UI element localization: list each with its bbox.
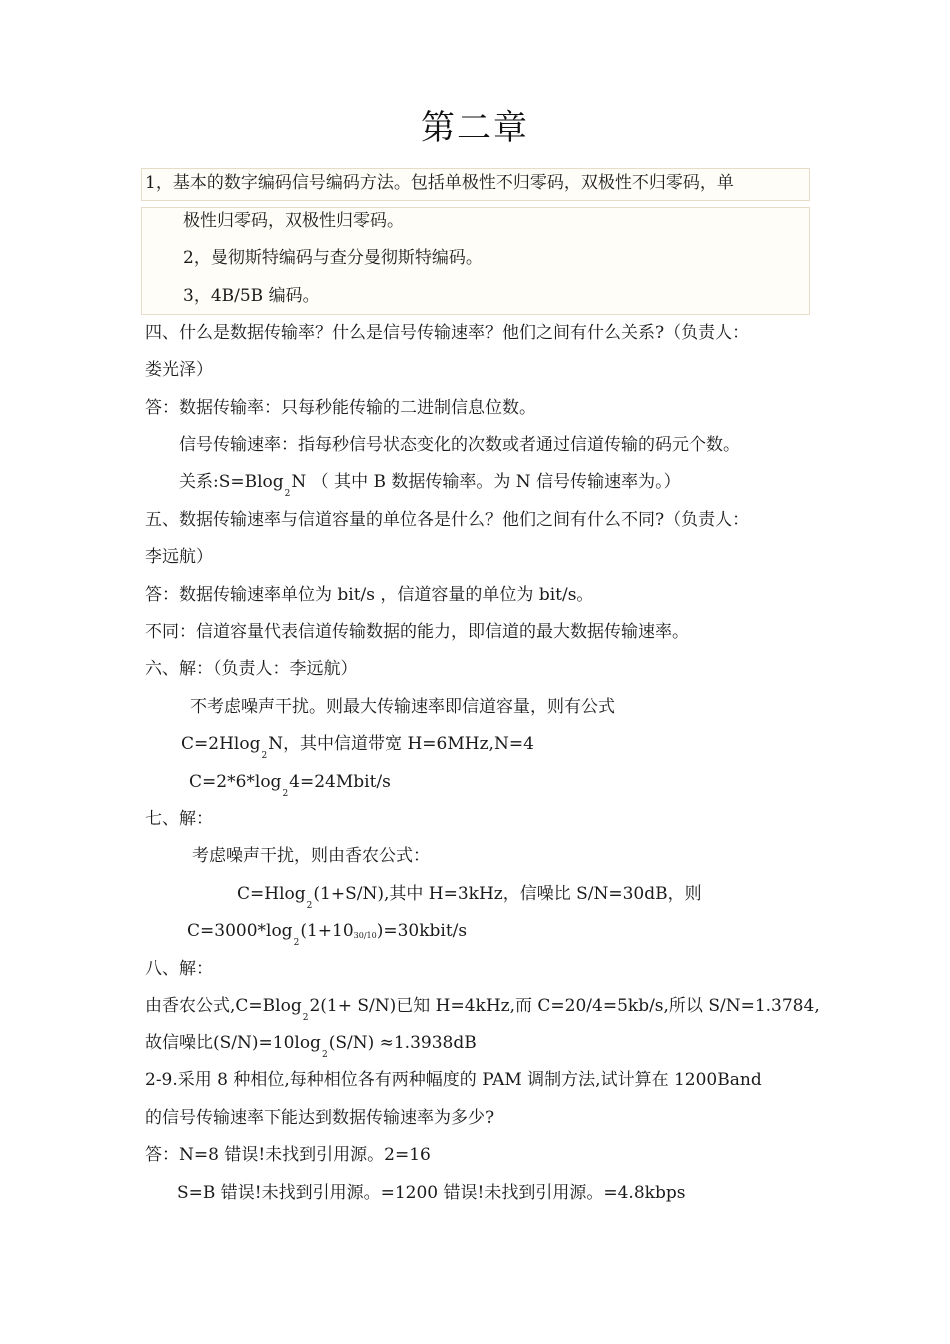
- text-line: 七、解：: [145, 809, 213, 829]
- formula-line: [145, 1031, 477, 1060]
- formula-subscript: 2: [302, 1013, 309, 1023]
- text-line: 不考虑噪声干扰。则最大传输速率即信道容量，则有公式: [190, 697, 615, 717]
- formula-text: C=2*6*log: [189, 772, 282, 792]
- text-line: 的信号传输速率下能达到数据传输速率为多少?: [145, 1108, 495, 1128]
- text-line: 答：数据传输速率单位为 bit/s ，信道容量的单位为 bit/s。: [145, 585, 594, 605]
- formula-text: )=30kbit/s: [376, 921, 468, 941]
- formula-subscript: 2: [306, 901, 313, 911]
- formula-subscript: 2: [261, 751, 268, 761]
- text-line: 四、什么是数据传输率？什么是信号传输速率？他们之间有什么关系?（负责人：: [145, 323, 750, 343]
- text-line: 极性归零码，双极性归零码。: [183, 211, 404, 231]
- chapter-title: 第二章: [421, 108, 529, 148]
- formula-exponent: 30/10: [353, 931, 377, 940]
- formula-line: [187, 919, 468, 948]
- formula-line: [145, 994, 820, 1023]
- formula-text: 关系:S=Blog: [179, 472, 284, 492]
- formula-text: C=Hlog: [237, 884, 306, 904]
- formula-text: 4=24Mbit/s: [289, 772, 391, 792]
- formula-line: [179, 470, 681, 499]
- text-line: 考虑噪声干扰，则由香农公式：: [192, 846, 430, 866]
- text-line: 2，曼彻斯特编码与查分曼彻斯特编码。: [183, 248, 483, 268]
- formula-text: 由香农公式,C=Blog: [145, 996, 302, 1016]
- text-line: S=B 错误!未找到引用源。=1200 错误!未找到引用源。=4.8kbps: [177, 1183, 686, 1203]
- text-line: 1，基本的数字编码信号编码方法。包括单极性不归零码，双极性不归零码，单: [145, 173, 734, 193]
- formula-text: N，其中信道带宽 H=6MHz,N=4: [268, 734, 534, 754]
- formula-text: C=2Hlog: [181, 734, 261, 754]
- formula-subscript: 2: [284, 489, 291, 499]
- text-line: 答：数据传输率：只每秒能传输的二进制信息位数。: [145, 398, 536, 418]
- formula-text: N （ 其中 B 数据传输率。为 N 信号传输速率为。）: [291, 472, 681, 492]
- text-line: 八、解：: [145, 959, 213, 979]
- text-line: 3，4B/5B 编码。: [183, 286, 320, 306]
- formula-subscript: 2: [321, 1050, 328, 1060]
- text-line: 六、解：（负责人：李远航）: [145, 659, 358, 679]
- formula-line: [237, 882, 702, 911]
- text-line: 不同：信道容量代表信道传输数据的能力，即信道的最大数据传输速率。: [145, 622, 689, 642]
- formula-line: [181, 732, 534, 761]
- formula-subscript: 2: [282, 789, 289, 799]
- text-line: 李远航）: [145, 547, 213, 567]
- formula-text: (1+10: [300, 921, 354, 941]
- text-line: 答：N=8 错误!未找到引用源。2=16: [145, 1145, 431, 1165]
- formula-subscript: 2: [293, 938, 300, 948]
- formula-text: (1+S/N),其中 H=3kHz，信噪比 S/N=30dB，则: [313, 884, 702, 904]
- formula-text: 故信噪比(S/N)=10log: [145, 1033, 321, 1053]
- text-line: 2-9.采用 8 种相位,每种相位各有两种幅度的 PAM 调制方法,试计算在 1200Band: [145, 1070, 762, 1090]
- formula-text: C=3000*log: [187, 921, 293, 941]
- formula-text: (S/N) ≈1.3938dB: [328, 1033, 477, 1053]
- text-line: 娄光泽）: [145, 360, 213, 380]
- formula-text: 2(1+ S/N)已知 H=4kHz,而 C=20/4=5kb/s,所以 S/N=1.3784,: [309, 996, 820, 1016]
- text-line: 五、数据传输速率与信道容量的单位各是什么？他们之间有什么不同?（负责人：: [145, 510, 750, 530]
- text-line: 信号传输速率：指每秒信号状态变化的次数或者通过信道传输的码元个数。: [179, 435, 740, 455]
- formula-line: [189, 770, 391, 799]
